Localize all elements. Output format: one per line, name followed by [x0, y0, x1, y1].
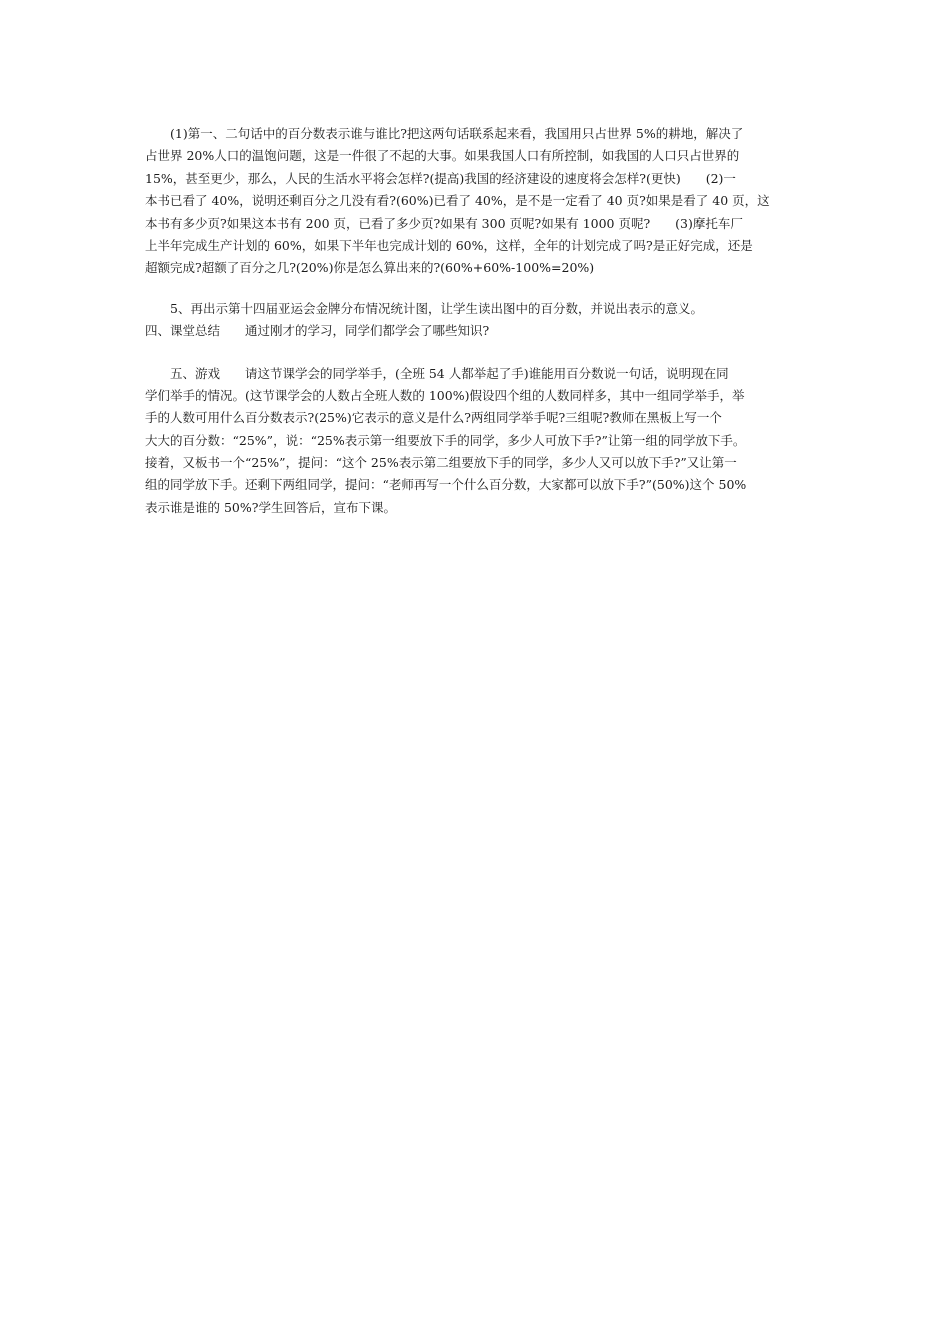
paragraph-questions [145, 123, 810, 280]
text-line: 15%，甚至更少，那么，人民的生活水平将会怎样?(提高)我国的经济建设的速度将会怎样?(更快) (2)一 [145, 170, 736, 186]
text-line: 本书有多少页?如果这本书有 200 页，已看了多少页?如果有 300 页呢?如果有 1000 页呢? (3)摩托车厂 [145, 215, 743, 231]
text-line: 接着，又板书一个“25%”，提问：“这个 25%表示第二组要放下手的同学，多少人又可以放下手?”又让第一 [145, 455, 737, 471]
text-line: 5、再出示第十四届亚运会金牌分布情况统计图，让学生读出图中的百分数，并说出表示的意义。 [145, 300, 703, 316]
text-line: 大大的百分数：“25%”，说：“25%表示第一组要放下手的同学，多少人可放下手?”让第一组的同学放下手。 [145, 432, 746, 448]
text-line: (1)第一、二句话中的百分数表示谁与谁比?把这两句话联系起来看，我国用只占世界 5%的耕地，解决了 [145, 126, 744, 141]
text-line: 上半年完成生产计划的 60%，如果下半年也完成计划的 60%，这样，全年的计划完成了吗?是正好完成，还是 [145, 237, 753, 253]
text-line: 学们举手的情况。(这节课学会的人数占全班人数的 100%)假设四个组的人数同样多，其中一组同学举手，举 [145, 387, 745, 403]
document-page [145, 123, 810, 519]
paragraph-game [145, 363, 810, 520]
text-line: 表示谁是谁的 50%?学生回答后，宣布下课。 [145, 499, 396, 515]
text-line: 超额完成?超额了百分之几?(20%)你是怎么算出来的?(60%+60%-100%=20%) [145, 260, 595, 276]
spacer [145, 280, 810, 298]
text-line: 占世界 20%人口的温饱问题，这是一件很了不起的大事。如果我国人口有所控制，如我国的人口只占世界的 [145, 148, 740, 164]
text-line: 本书已看了 40%，说明还剩百分之几没有看?(60%)已看了 40%，是不是一定看了 40 页?如果是看了 40 页，这 [145, 193, 770, 209]
section-heading-line: 四、课堂总结 通过刚才的学习，同学们都学会了哪些知识? [145, 323, 490, 339]
section-heading-line: 五、游戏 请这节课学会的同学举手，(全班 54 人都举起了手)谁能用百分数说一句话，说明现在同 [145, 365, 729, 381]
text-line: 组的同学放下手。还剩下两组同学，提问：“老师再写一个什么百分数，大家都可以放下手?”(50%)这个 50% [145, 477, 747, 493]
text-line: 手的人数可用什么百分数表示?(25%)它表示的意义是什么?两组同学举手呢?三组呢?教师在黑板上写一个 [145, 410, 722, 426]
spacer [145, 343, 810, 363]
paragraph-summary [145, 298, 810, 343]
